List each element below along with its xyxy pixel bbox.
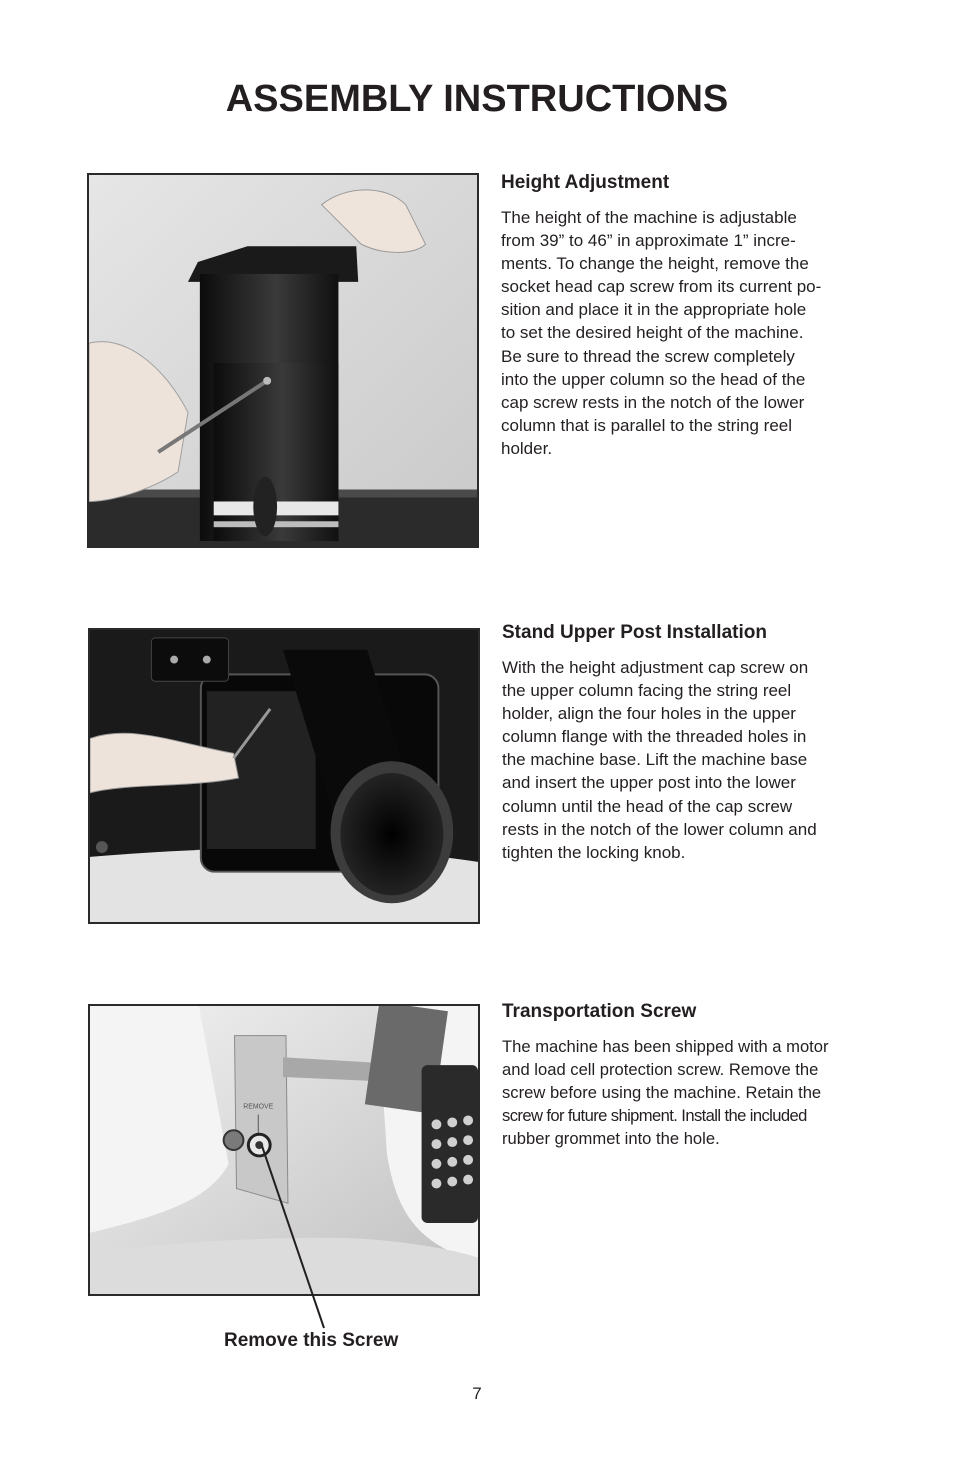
transportation-screw-section xyxy=(502,1000,882,1150)
section-body: The height of the machine is adjustable from 39” to 46” in approximate 1” incre- ments. To change the height, remove the socket head cap screw from its current po- sition and place it in the appropriate hole to set the desired height of the machine. Be sure to thread the screw completely into the upper column so the head of the cap screw rests in the notch of the lower column that is parallel to the string reel holder. xyxy=(501,208,822,458)
upper-post-installation-section xyxy=(502,621,882,864)
remove-screw-callout: Remove this Screw xyxy=(224,1330,399,1351)
transportation-screw-photo xyxy=(88,1004,480,1296)
section-body: The machine has been shipped with a motor and load cell protection screw. Remove the screw before using the machine. Retain the screw for future shipment. Install the included rubber grommet into the hole. xyxy=(502,1037,829,1149)
page-number: 7 xyxy=(472,1384,482,1403)
upper-post-installation-photo xyxy=(88,628,480,924)
section-heading: Stand Upper Post Installation xyxy=(502,622,767,643)
height-adjustment-section xyxy=(501,171,881,460)
height-adjustment-photo xyxy=(87,173,479,548)
section-heading: Transportation Screw xyxy=(502,1001,697,1022)
photo-tag-text: REMOVE xyxy=(243,1103,274,1111)
section-body: With the height adjustment cap screw on the upper column facing the string reel holder, align the four holes in the upper column flange with the threaded holes in the machine base. Lift the machine base and insert the upper post into the lower column until the head of the cap screw rests in the notch of the lower column and tighten the locking knob. xyxy=(502,658,817,862)
section-heading: Height Adjustment xyxy=(501,172,670,193)
page-title: ASSEMBLY INSTRUCTIONS xyxy=(225,78,729,120)
